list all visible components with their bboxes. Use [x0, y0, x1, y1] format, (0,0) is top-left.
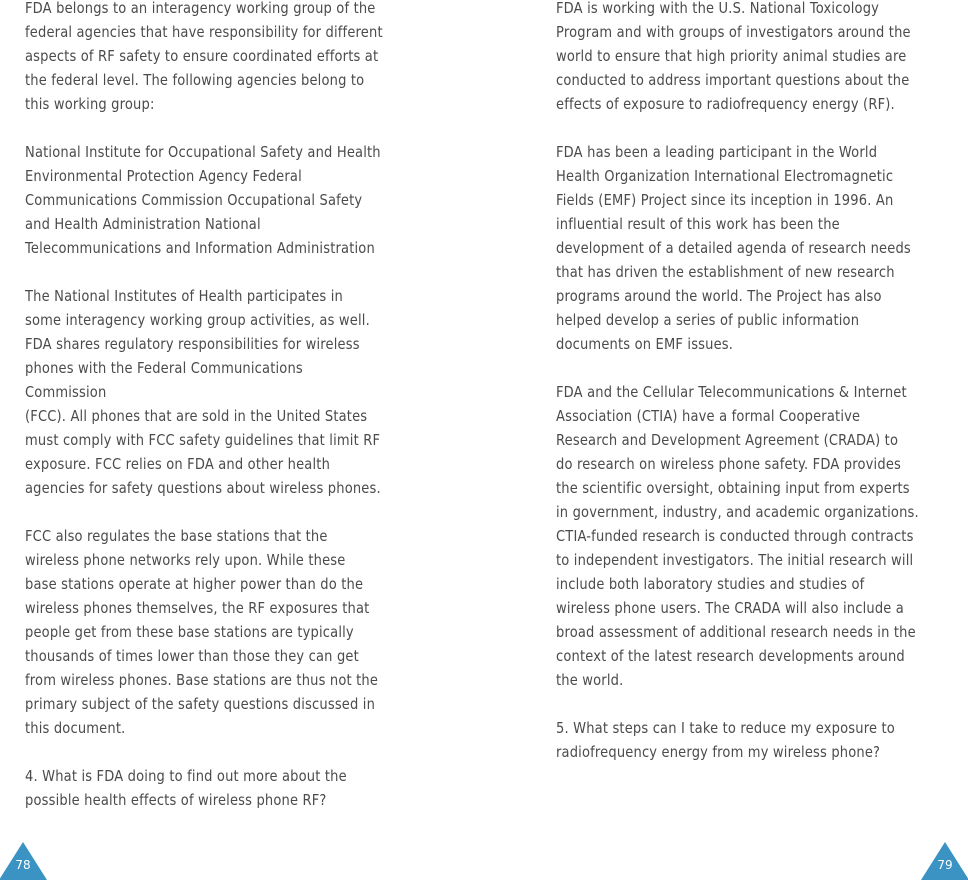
paragraph-interagency-group: FDA belongs to an interagency working group of the federal agencies that have responsibility for different aspects of RF safety to ensure coordinated efforts at the federal level. The following agencies belong to this working group: [25, 0, 383, 113]
left-page-column [25, 0, 410, 812]
paragraph-ctia-crada: FDA and the Cellular Telecommunications & Internet Association (CTIA) have a formal Cooperative Research and Development Agreement (CRADA) to do research on wireless phone safety. FDA provides the scientific oversight, obtaining input from experts in government, industry, and academic organizations. CTIA-funded research is conducted through contracts to independent investigators. The initial research will include both laboratory studies and studies of wireless phone users. The CRADA will also include a broad assessment of additional research needs in the context of the latest research developments around the world. [556, 383, 919, 689]
page-number-right: 79 [937, 858, 953, 872]
paragraph-base-stations: FCC also regulates the base stations that the wireless phone networks rely upon. While these base stations operate at higher power than do the wireless phones themselves, the RF exposures that people get from these base stations are typically thousands of times lower than those they can get from wireless phones. Base stations are thus not the primary subject of the safety questions discussed in this document. [25, 527, 379, 737]
paragraph-who-emf-project: FDA has been a leading participant in the World Health Organization International Electromagnetic Fields (EMF) Project since its inception in 1996. An influential result of this work has been the development of a detailed agenda of research needs that has driven the establishment of new research programs around the world. The Project has also helped develop a series of public information documents on EMF issues. [556, 143, 911, 353]
paragraph-nih-fcc: The National Institutes of Health participates in some interagency working group activities, as well. FDA shares regulatory responsibilities for wireless phones with the Federal Communications Commission (FCC). All phones that are sold in the United States must comply with FCC safety guidelines that limit RF exposure. FCC relies on FDA and other health agencies for safety questions about wireless phones. [25, 287, 381, 497]
paragraph-ntp-studies: FDA is working with the U.S. National Toxicology Program and with groups of investigators around the world to ensure that high priority animal studies are conducted to address important questions about the effects of exposure to radiofrequency energy (RF). [556, 0, 911, 113]
paragraph-agency-list: National Institute for Occupational Safety and Health Environmental Protection Agency Federal Communications Commission Occupational Safety and Health Administration National Telecommunications and Information Administration [25, 143, 381, 257]
question-heading-5: 5. What steps can I take to reduce my exposure to radiofrequency energy from my wireless phone? [556, 719, 895, 761]
page-number-left: 78 [15, 858, 31, 872]
right-page-column [556, 0, 945, 764]
question-heading-4: 4. What is FDA doing to find out more about the possible health effects of wireless phone RF? [25, 767, 347, 809]
